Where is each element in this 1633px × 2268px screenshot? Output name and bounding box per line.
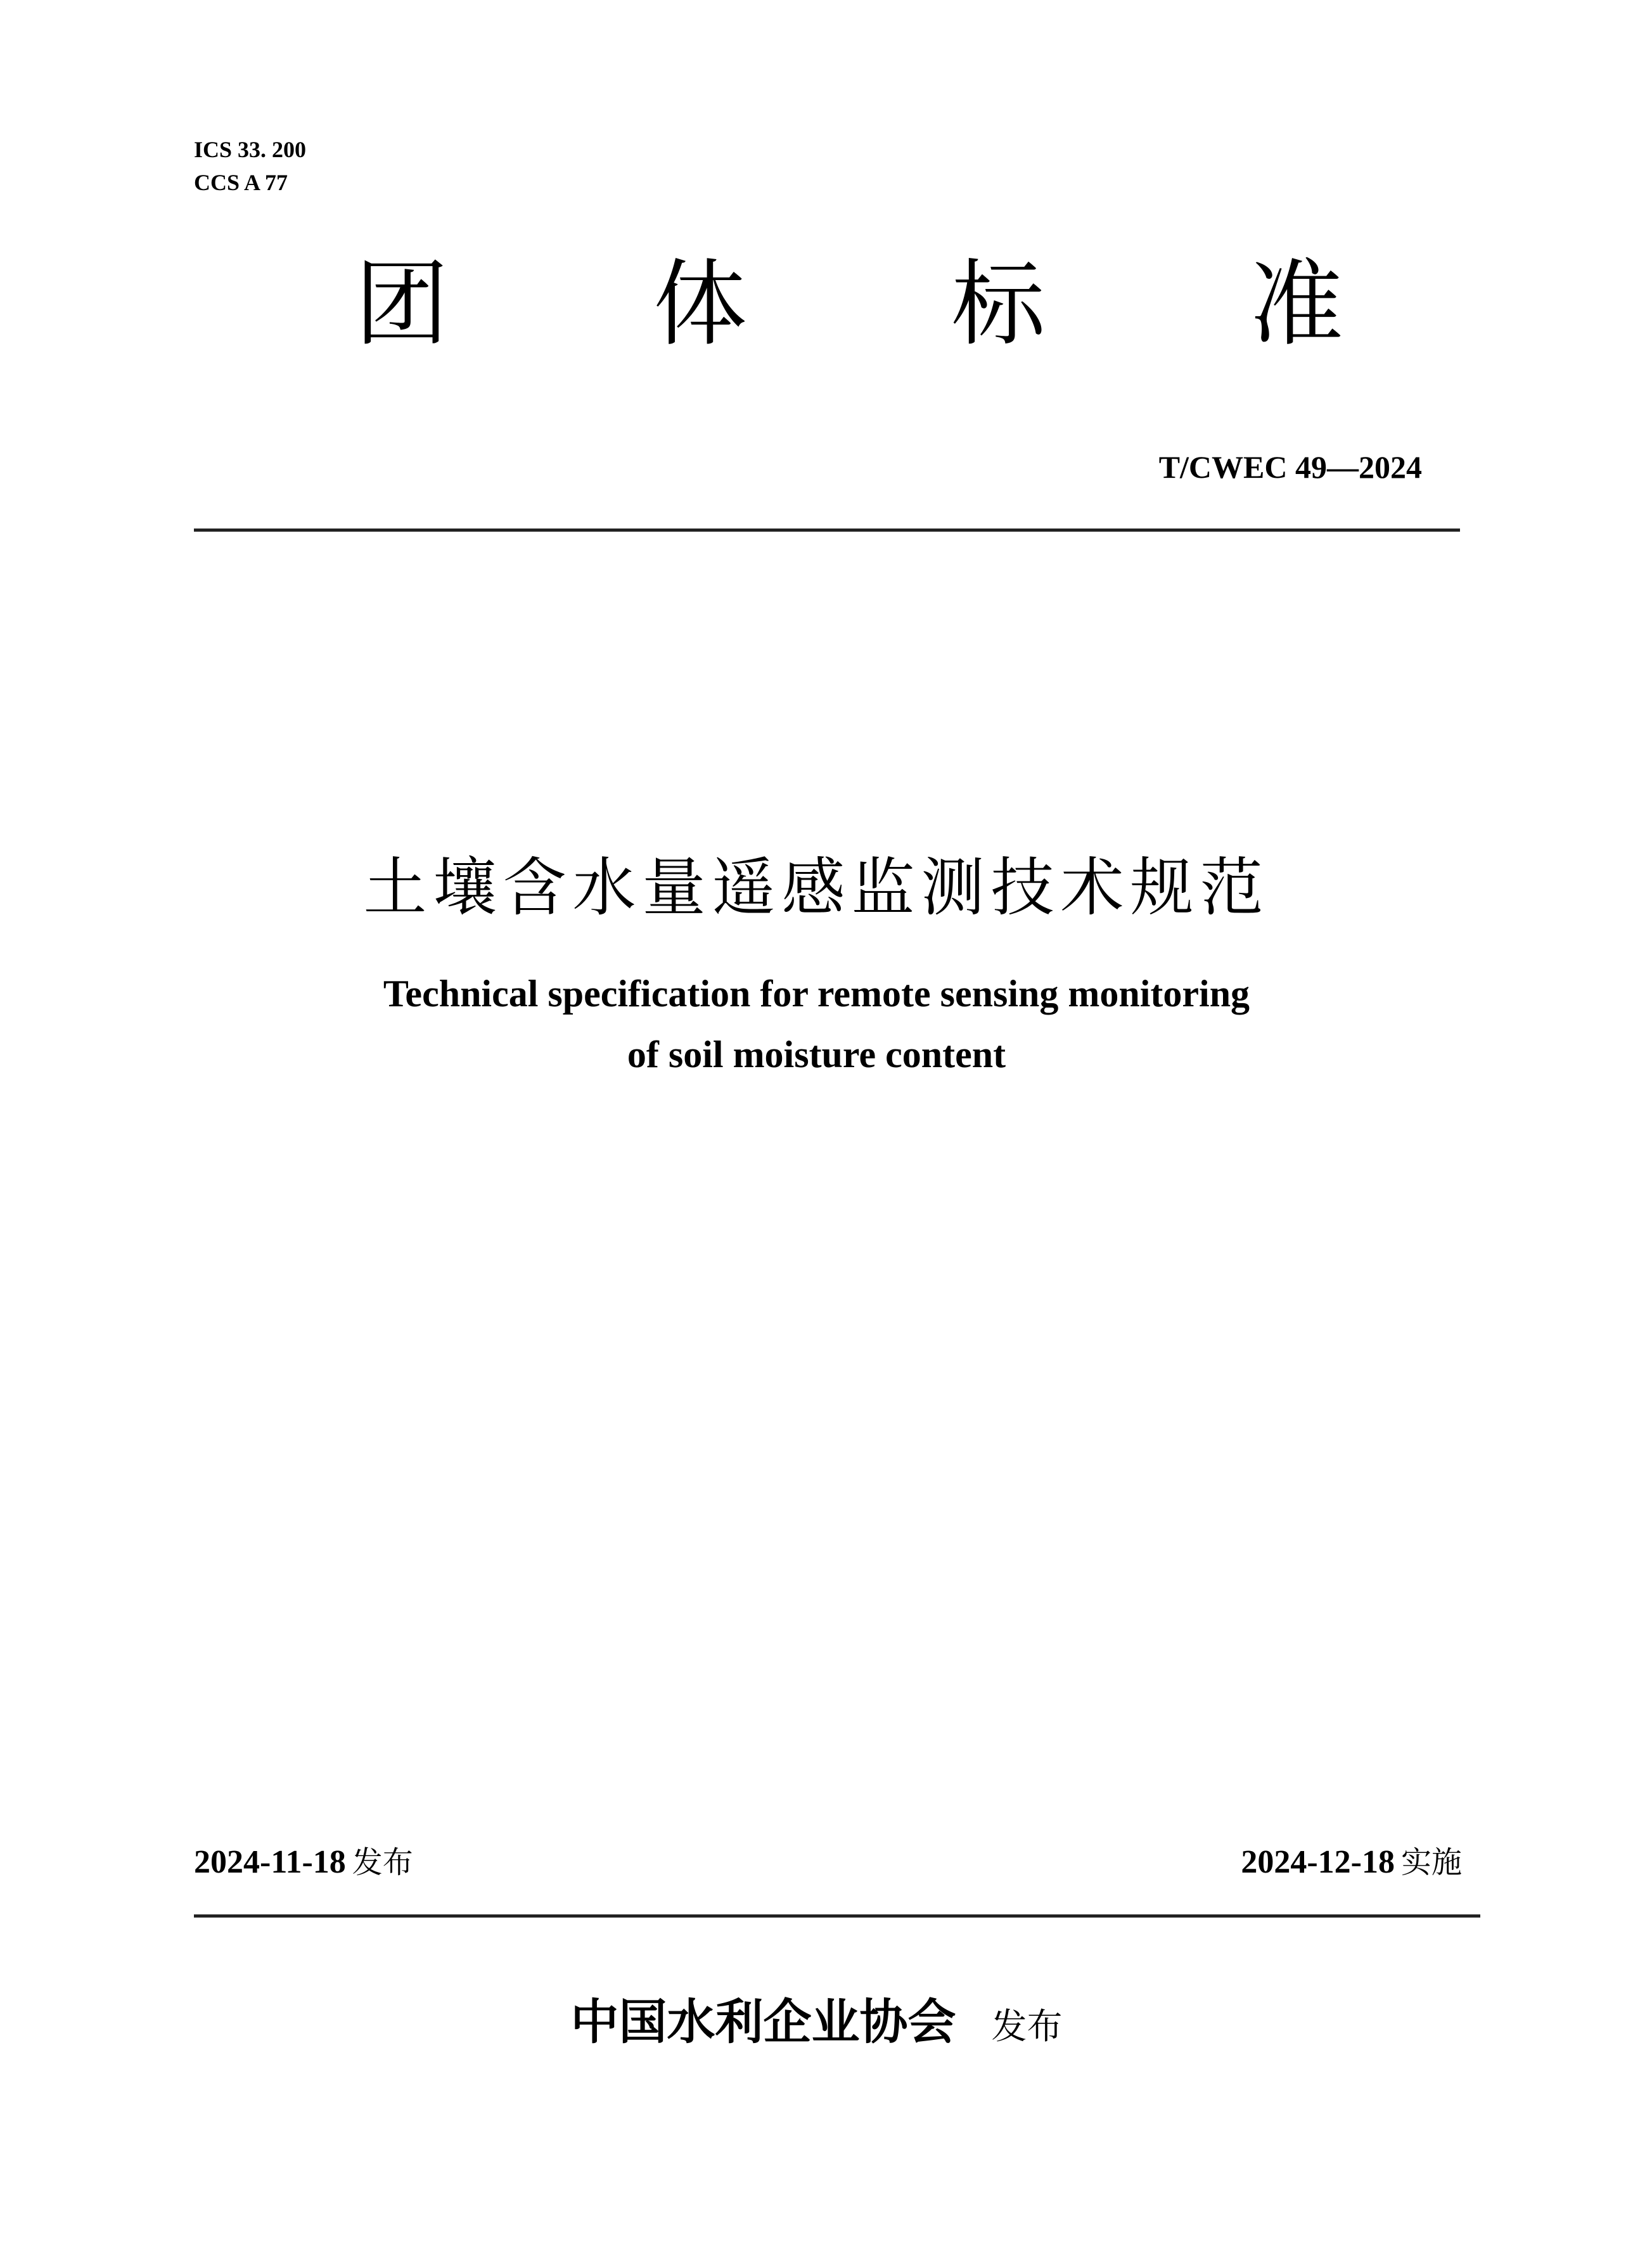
publisher [0, 1983, 1633, 2053]
standard-type-char: 准 [1249, 250, 1343, 359]
title-english-line-2: of soil moisture content [627, 1034, 1006, 1075]
standard-code: T/CWEC 49—2024 [1158, 449, 1422, 485]
publish-date-value: 2024-11-18 [194, 1844, 346, 1880]
standard-type-heading [355, 241, 1343, 368]
standard-type-char: 团 [355, 250, 449, 359]
standard-type-char: 标 [951, 250, 1046, 359]
title-english-line-1: Technical specification for remote sensing monitoring [383, 973, 1250, 1015]
publisher-action: 发布 [991, 2006, 1063, 2047]
publisher-organization: 中国水利企业协会 [570, 1994, 956, 2050]
ics-code: ICS 33. 200 [194, 137, 307, 162]
title-english [0, 963, 1633, 1085]
publish-date [194, 1838, 413, 1881]
standard-type-char: 体 [653, 250, 747, 359]
effective-date-label: 实施 [1400, 1845, 1462, 1880]
bottom-divider [194, 1914, 1480, 1918]
ccs-code: CCS A 77 [194, 170, 288, 195]
top-divider [194, 529, 1460, 532]
publish-date-label: 发布 [352, 1845, 413, 1880]
effective-date-value: 2024-12-18 [1241, 1844, 1395, 1880]
classification-codes [194, 133, 306, 199]
title-chinese: 土壤含水量遥感监测技术规范 [363, 850, 1270, 925]
effective-date [1241, 1838, 1462, 1881]
